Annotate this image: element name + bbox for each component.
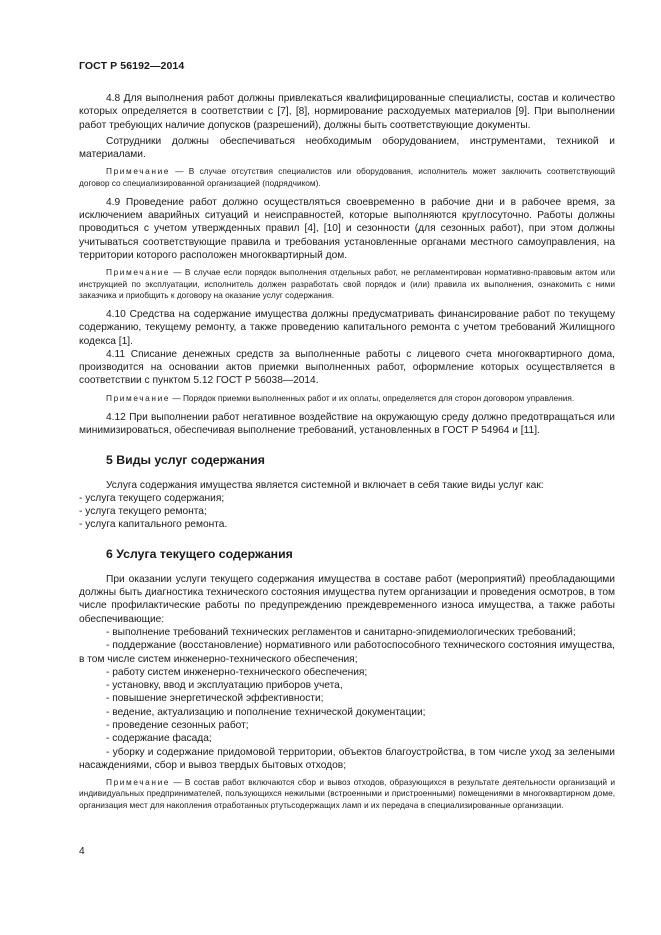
note-3: Примечание — Порядок приемки выполненных работ и их оплаты, определяется для сторон договором управления. (106, 392, 575, 403)
paragraph-4-9: 4.9 Проведение работ должно осуществляться своевременно в рабочие дни и в рабочее время, за исключением аварийных ситуаций и неисправностей, которые выполняются круглосуточно. Работы должны проводиться с учетом утвержденных правил [4], [10] и сезонности (для сезонных работ), при этом должны учитываться соответствующие правила и требования установленные органами местного самоуправления, на территории которого расположен многоквартирный дом. (79, 196, 615, 262)
list-item: - содержание фасада; (106, 733, 212, 745)
section-5-list (79, 492, 615, 532)
list-item: - поддержание (восстановление) нормативного или работоспособного технического состояния имущества, в том числе систем инженерно-технического обеспечения; (79, 640, 615, 665)
note-2: Примечание — В случае если порядок выполнения отдельных работ, не регламентирован нормативно-правовым актом или инструкцией по эксплуатации, исполнитель должен разработать свой порядок и (или) правила их выполнения, ознакомить с ними заказчика и приобщить к договору на оказание услуг содержания. (79, 267, 615, 300)
note-1: Примечание — В случае отсутствия специалистов или оборудования, исполнитель может заключить соответствующий договор со специализированной организацией (подрядчиком). (79, 166, 615, 188)
paragraph-4-10: 4.10 Средства на содержание имущества должны предусматривать финансирование работ по текущему содержанию, текущему ремонту, а также проведению капитального ремонта с учетом требований Жилищного кодекса [1]. (79, 308, 615, 347)
paragraph-4-12: 4.12 При выполнении работ негативное воздействие на окружающую среду должно предотвращаться или минимизироваться, обеспечивая выполнение требований, установленных в ГОСТ Р 54964 и [11]. (79, 411, 615, 437)
paragraph-4-11: 4.11 Списание денежных средств за выполненные работы с лицевого счета многоквартирного дома, производится на основании актов приемки выполненных работ, оформление которых осуществляется в соответствии с пунктом 5.12 ГОСТ Р 56038—2014. (79, 348, 615, 387)
list-item: - повышение энергетической эффективности; (106, 693, 324, 705)
note-4: Примечание — В состав работ включаются сбор и вывоз отходов, образующихся в результате деятельности организаций и индивидуальных предпринимателей, пользующихся нежилыми (встроенными и пристроенными) помещениями в многоквартирном доме, организация мест для накопления отработанных ртутьсодержащих ламп и их передача в специализированные организации. (79, 777, 615, 810)
document-header: ГОСТ Р 56192—2014 (79, 60, 185, 72)
list-item: - установку, ввод и эксплуатацию приборов учета, (106, 680, 343, 692)
list-item: - работу систем инженерно-технического обеспечения; (106, 666, 368, 678)
list-item: - выполнение требований технических регламентов и санитарно-эпидемиологических требований; (106, 626, 576, 638)
list-item: - услуга текущего ремонта; (79, 506, 207, 518)
note-label: Примечание (106, 392, 171, 403)
list-item: - ведение, актуализацию и пополнение технической документации; (106, 706, 426, 718)
page-number: 4 (79, 846, 85, 857)
list-item: - уборку и содержание придомовой территории, объектов благоустройства, в том числе уход за зелеными насаждениями, сбор и вывоз твердых бытовых отходов; (79, 746, 615, 771)
section-5-intro: Услуга содержания имущества является системной и включает в себя такие виды услуг как: (106, 479, 544, 491)
section-6-list (79, 626, 615, 772)
note-label: Примечание (106, 777, 171, 788)
paragraph-4-8b: Сотрудники должны обеспечиваться необходимым оборудованием, инструментами, техникой и материалами. (79, 135, 615, 161)
paragraph-4-8a: 4.8 Для выполнения работ должны привлекаться квалифицированные специалисты, состав и количество которых определяется в соответствии с [7], [8], нормирование расходуемых материалов [9]. При выполнении работ требующих наличие допусков (разрешений), должны быть соответствующие документы. (79, 93, 615, 131)
note-label: Примечание (106, 166, 171, 177)
page-content (79, 92, 615, 811)
note-label: Примечание (106, 267, 171, 278)
section-5-heading: 5 Виды услуг содержания (106, 452, 265, 467)
list-item: - проведение сезонных работ; (106, 720, 249, 732)
list-item: - услуга текущего содержания; (79, 492, 225, 504)
section-6-heading: 6 Услуга текущего содержания (106, 546, 293, 561)
list-item: - услуга капитального ремонта. (79, 519, 228, 531)
section-6-intro: При оказании услуги текущего содержания имущества в составе работ (мероприятий) преобладающими должны быть диагностика технического состояния имущества путем организации и проведения осмотров, в том числе профилактические работы по предупреждению преждевременного износа имущества, а также работы обеспечивающие: (79, 573, 615, 625)
